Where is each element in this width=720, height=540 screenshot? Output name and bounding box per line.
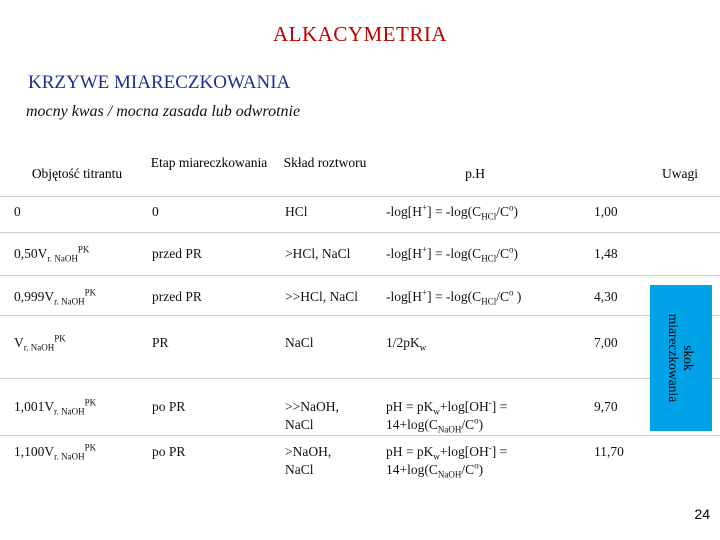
row-divider	[0, 315, 720, 316]
row5-volume: $1,001V_{r. NaOH}^{PK}$	[14, 397, 97, 417]
row6-ph: 11,70	[594, 444, 624, 459]
header-composition: Skład roztworu	[283, 155, 367, 170]
row-divider	[0, 378, 720, 379]
row-divider	[0, 232, 720, 233]
row2-volume: $0,50V_{r. NaOH}^{PK}$	[14, 244, 90, 264]
row5-stage: po PR	[152, 399, 186, 414]
page-number: 24	[694, 506, 710, 522]
row-divider	[0, 275, 720, 276]
row6-composition: >NaOH, NaCl	[285, 444, 332, 477]
row2-ph: 1,48	[594, 246, 618, 261]
titration-jump-box	[650, 285, 712, 431]
header-volume: Objętość titrantu	[31, 166, 123, 181]
row2-formula: $-\log[H^+] = -\log(C_{HCl}/C^o)$	[386, 244, 518, 264]
row6-volume: $1,100V_{r. NaOH}^{PK}$	[14, 442, 97, 462]
row3-formula: $-\log[H^+] = -\log(C_{HCl}/C^o$ )	[386, 287, 522, 307]
row5-formula: pH = $pK_w+\log[OH^-]$ = $14+\log(C_{NaOH}/C^o)$	[386, 397, 508, 435]
row1-stage: 0	[152, 204, 159, 219]
titration-jump-label: skok miareczkowania	[666, 313, 696, 403]
row4-volume: $V_{r. NaOH}^{PK}$	[14, 333, 66, 353]
header-stage: Etap miareczkowania	[150, 155, 268, 170]
row4-ph: 7,00	[594, 335, 618, 350]
row2-composition: >HCl, NaCl	[285, 246, 351, 261]
row-divider	[0, 435, 720, 436]
row4-composition: NaCl	[285, 335, 314, 350]
row3-ph: 4,30	[594, 289, 618, 304]
sub-subtitle: mocny kwas / mocna zasada lub odwrotnie	[26, 103, 301, 120]
header-ph: p.H	[465, 166, 485, 181]
title: ALKACYMETRIA	[273, 22, 447, 46]
row1-volume: 0	[14, 204, 21, 219]
row-divider	[0, 196, 720, 197]
row1-composition: HCl	[285, 204, 308, 219]
row5-composition: >>NaOH, NaCl	[285, 399, 339, 432]
row4-formula: $1/2pK_w$	[386, 335, 427, 353]
subtitle: KRZYWE MIARECZKOWANIA	[28, 72, 291, 93]
row2-stage: przed PR	[152, 246, 202, 261]
row4-stage: PR	[152, 335, 169, 350]
row3-stage: przed PR	[152, 289, 202, 304]
row6-stage: po PR	[152, 444, 186, 459]
row3-composition: >>HCl, NaCl	[285, 289, 358, 304]
header-notes: Uwagi	[662, 166, 698, 181]
row6-formula: pH = $pK_w+\log[OH^-]$ = $14+\log(C_{NaOH}/C^o)$	[386, 442, 508, 480]
row1-formula: $-\log[H^+] = -\log(C_{HCl}/C^o)$	[386, 202, 518, 222]
row5-ph: 9,70	[594, 399, 618, 414]
row3-volume: $0,999V_{r. NaOH}^{PK}$	[14, 287, 97, 307]
row1-ph: 1,00	[594, 204, 618, 219]
